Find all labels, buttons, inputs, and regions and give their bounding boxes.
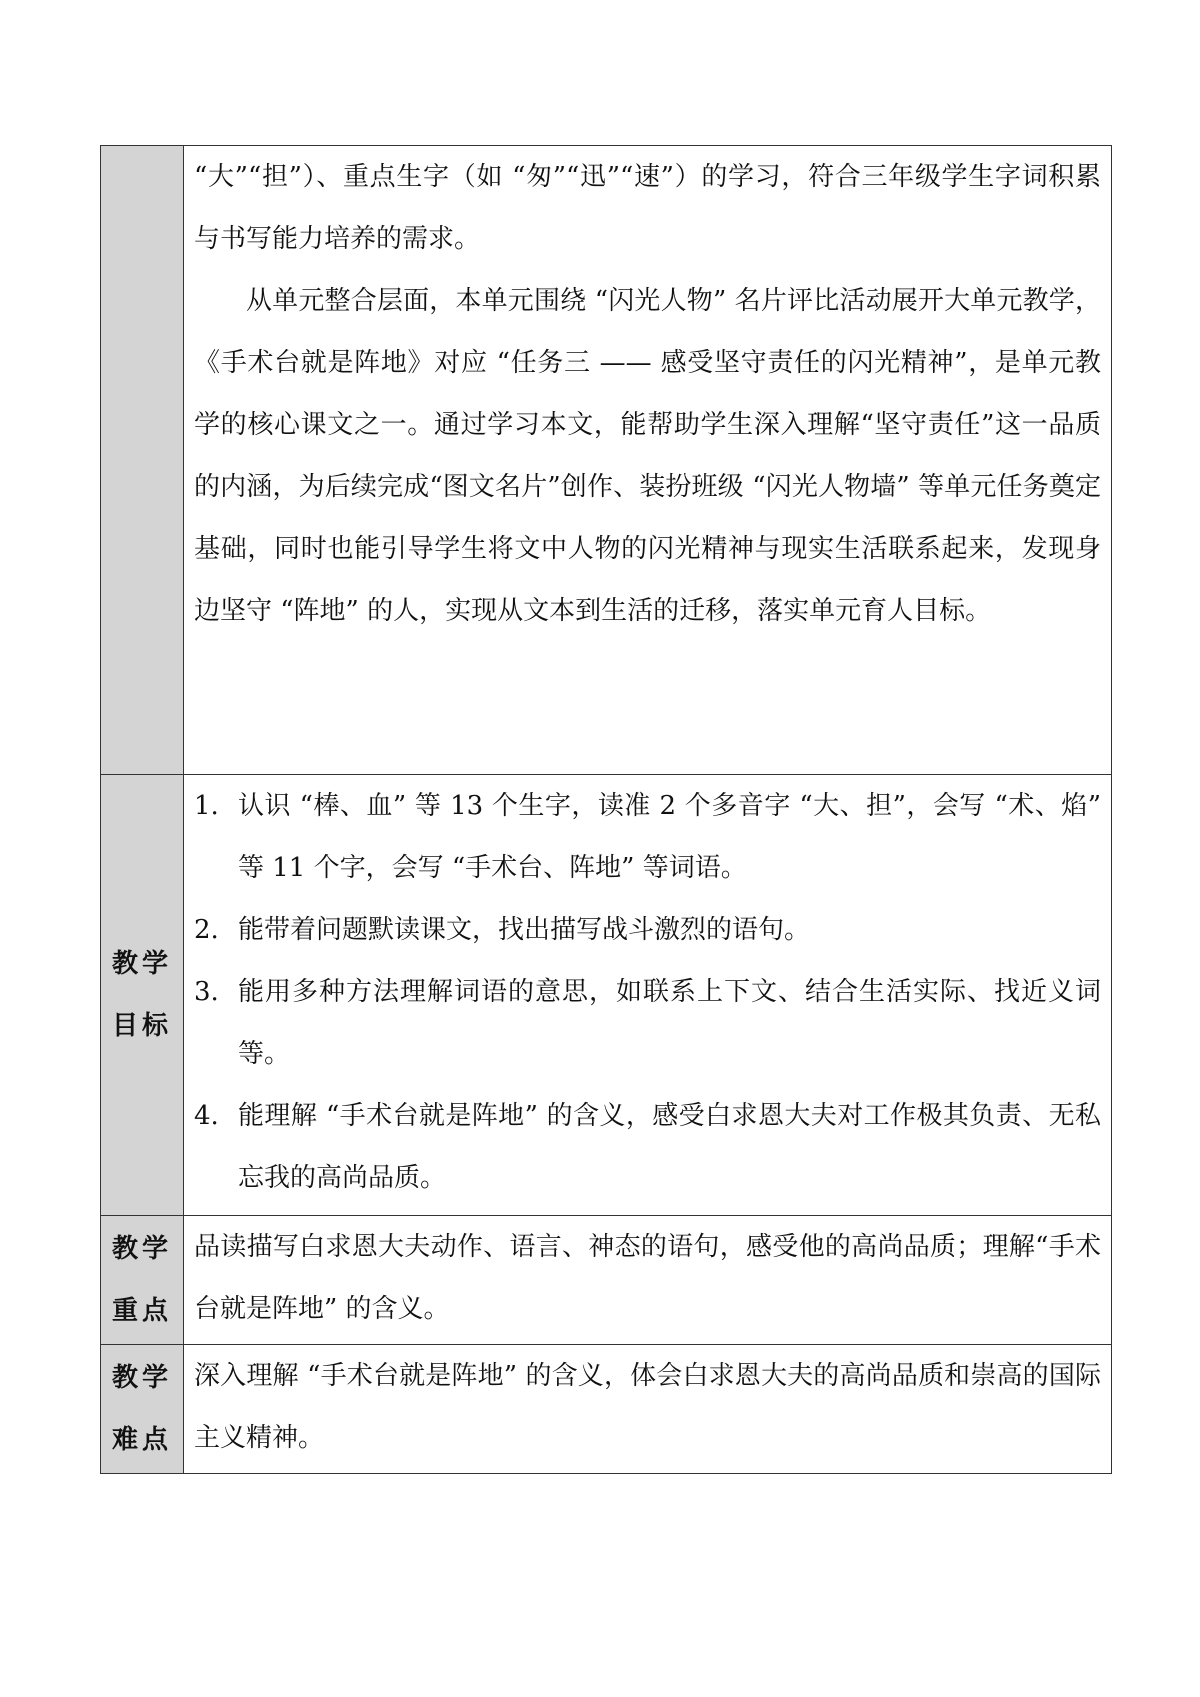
objective-text: 认识 “棒、血” 等 13 个生字，读准 2 个多音字 “大、担”，会写 “术、焰” 等 11 个字，会写 “手术台、阵地” 等词语。 [238,791,1101,883]
analysis-label-cell [101,146,184,775]
table-row-analysis [101,146,1112,775]
objectives-label-line2: 目标 [111,1011,172,1041]
objective-item-1 [194,775,1101,899]
difficulties-label-line2: 难点 [111,1425,172,1455]
objective-item-4 [194,1085,1101,1209]
difficulties-label-line1: 教学 [111,1363,172,1393]
key-points-content-cell [184,1216,1112,1345]
difficulties-text: 深入理解 “手术台就是阵地” 的含义，体会白求恩大夫的高尚品质和崇高的国际主义精神。 [194,1361,1101,1453]
analysis-paragraph-1: “大”“担”）、重点生字（如 “匆”“迅”“速”）的学习，符合三年级学生字词积累与书写能力培养的需求。 [194,162,1101,254]
objective-text: 能带着问题默读课文，找出描写战斗激烈的语句。 [238,915,811,945]
difficulties-content-cell [184,1345,1112,1474]
objective-item-3 [194,961,1101,1085]
table-row-objectives [101,775,1112,1216]
difficulties-label-cell [101,1345,184,1474]
key-points-text: 品读描写白求恩大夫动作、语言、神态的语句，感受他的高尚品质；理解“手术台就是阵地” 的含义。 [194,1232,1101,1324]
objectives-label-line1: 教学 [111,949,172,979]
objectives-label-cell [101,775,184,1216]
objective-item-2 [194,899,1101,961]
objectives-content-cell [184,775,1112,1216]
analysis-paragraph-2: 从单元整合层面，本单元围绕 “闪光人物” 名片评比活动展开大单元教学，《手术台就是阵地》对应 “任务三 —— 感受坚守责任的闪光精神”，是单元教学的核心课文之一。通过学习本文，能帮助学生深入理解“坚守责任”这一品质的内涵，为后续完成“图文名片”创作、装扮班级 “闪光人物墙” 等单元任务奠定基础，同时也能引导学生将文中人物的闪光精神与现实生活联系起来，发现身边坚守 “阵地” 的人，实现从文本到生活的迁移，落实单元育人目标。 [194,286,1101,626]
key-points-label-line1: 教学 [111,1234,172,1264]
objectives-list [194,775,1101,1209]
lesson-plan-table [100,145,1112,1474]
table-row-difficulties [101,1345,1112,1474]
key-points-label-line2: 重点 [111,1296,172,1326]
key-points-label-cell [101,1216,184,1345]
analysis-content-cell [184,146,1112,775]
objective-number: 2. [194,915,219,945]
objective-number: 1. [194,791,219,821]
objective-text: 能用多种方法理解词语的意思，如联系上下文、结合生活实际、找近义词等。 [238,977,1101,1069]
objective-number: 3. [194,977,219,1007]
table-row-key-points [101,1216,1112,1345]
objective-text: 能理解 “手术台就是阵地” 的含义，感受白求恩大夫对工作极其负责、无私忘我的高尚品质。 [238,1101,1101,1193]
objective-number: 4. [194,1101,219,1131]
